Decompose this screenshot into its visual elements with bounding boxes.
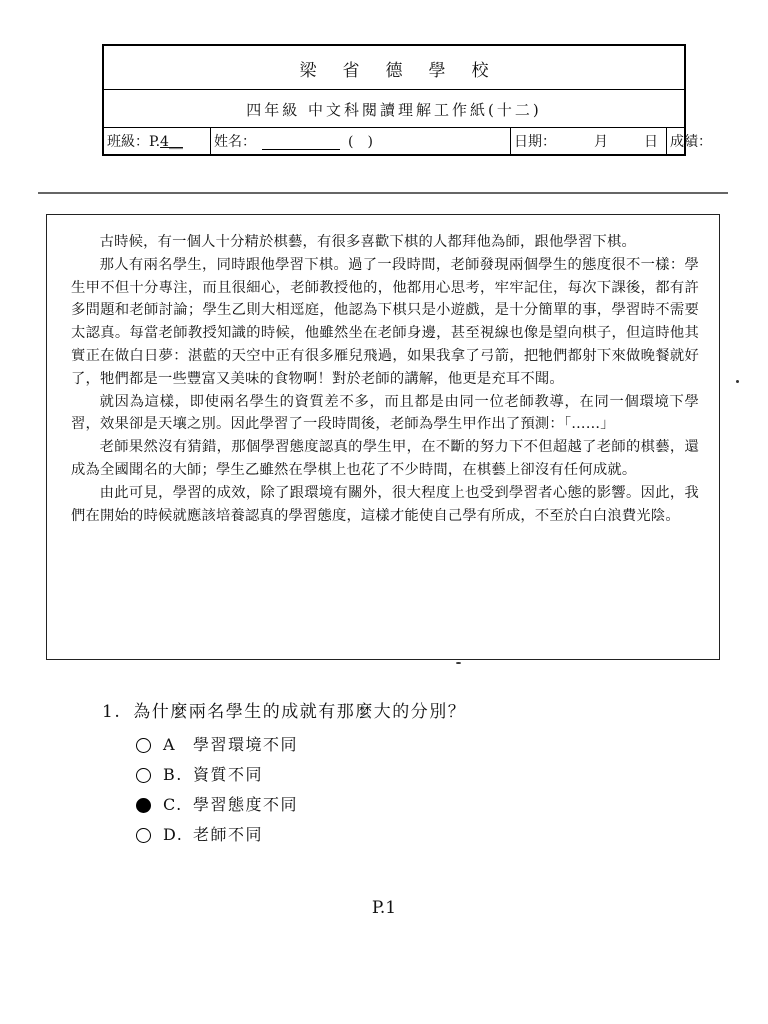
radio-option-a[interactable]	[136, 738, 151, 753]
option-b-letter: B.	[163, 765, 183, 784]
passage-paragraph-5: 由此可見，學習的成效，除了跟環境有關外，很大程度上也受到學習者心態的影響。因此，我們在開始的時候就應該培養認真的學習態度，這樣才能使自己學有所成，不至於白白浪費光陰。	[71, 484, 699, 524]
class-field	[104, 128, 210, 156]
header-row-school	[104, 46, 684, 90]
month-label: 月	[594, 134, 608, 150]
name-field	[210, 128, 510, 156]
class-label: 班級：P.	[107, 134, 161, 150]
option-c-letter: C.	[163, 795, 183, 814]
option-b[interactable]	[136, 760, 298, 790]
option-d-text: 老師不同	[193, 825, 264, 844]
header-row-title	[104, 90, 684, 128]
header-row-fields	[104, 128, 712, 156]
scan-speck	[736, 380, 739, 383]
question-text: 為什麼兩名學生的成就有那麼大的分別？	[133, 702, 467, 722]
passage-paragraph-4: 老師果然沒有猜錯，那個學習態度認真的學生甲，在不斷的努力下不但超越了老師的棋藝，還成為全國聞名的大師；學生乙雖然在學棋上也花了不少時間，在棋藝上卻沒有任何成就。	[71, 439, 699, 478]
option-d[interactable]	[136, 820, 298, 850]
passage-paragraph-3: 就因為這樣，即使兩名學生的資質差不多，而且都是由同一位老師教導，在同一個環境下學習，效果卻是天壤之別。因此學習了一段時間後，老師為學生甲作出了預測：「……」	[71, 393, 699, 433]
name-label: 姓名：	[214, 134, 256, 150]
radio-option-b[interactable]	[136, 768, 151, 783]
score-field	[666, 128, 768, 156]
passage-paragraph-2: 那人有兩名學生，同時跟他學習下棋。過了一段時間，老師發現兩個學生的態度很不一樣：學生甲不但十分專注，而且很細心，老師教授他的，他都用心思考，牢牢記住，每次下課後，都有許多問題和老師討論；學生乙則大相逕庭，他認為下棋只是小遊戲，是十分簡單的事，學習時不需要太認真。每當老師教授知識的時候，他雖然坐在老師身邊，甚至視線也像是望向棋子，但這時他其實正在做白日夢：湛藍的天空中正有很多雁兒飛過，如果我拿了弓箭，把牠們都射下來做晚餐就好了，牠們都是一些豐富又美味的食物啊！對於老師的講解，他更是充耳不聞。	[71, 256, 699, 387]
question-1	[102, 697, 466, 722]
day-label: 日	[644, 134, 658, 150]
option-d-letter: D.	[163, 825, 184, 844]
date-field	[510, 128, 666, 156]
radio-option-d[interactable]	[136, 828, 151, 843]
option-a-text: 學習環境不同	[193, 735, 299, 754]
page-number: P.1	[371, 898, 397, 918]
student-number-bracket: ( )	[348, 134, 373, 150]
radio-option-c-selected[interactable]	[136, 798, 151, 813]
date-label: 日期：	[514, 134, 556, 150]
question-number: 1.	[102, 702, 122, 722]
option-a[interactable]	[136, 730, 298, 760]
answer-options	[136, 730, 298, 850]
scan-speck	[456, 662, 461, 664]
option-c-text: 學習態度不同	[193, 795, 299, 814]
option-b-text: 資質不同	[193, 765, 264, 784]
divider-line	[38, 192, 728, 194]
worksheet-title: 四年級 中文科閱讀理解工作紙(十二)	[246, 101, 542, 119]
header-table	[102, 44, 712, 156]
passage-paragraph-1: 古時候，有一個人十分精於棋藝，有很多喜歡下棋的人都拜他為師，跟他學習下棋。	[99, 234, 636, 250]
school-name: 梁省德學校	[299, 61, 515, 81]
score-label: 成績：	[670, 134, 712, 150]
option-a-letter: A	[163, 735, 177, 754]
name-blank[interactable]	[262, 135, 340, 150]
reading-passage	[46, 214, 720, 660]
option-c[interactable]	[136, 790, 298, 820]
class-value: 4__	[160, 134, 183, 150]
